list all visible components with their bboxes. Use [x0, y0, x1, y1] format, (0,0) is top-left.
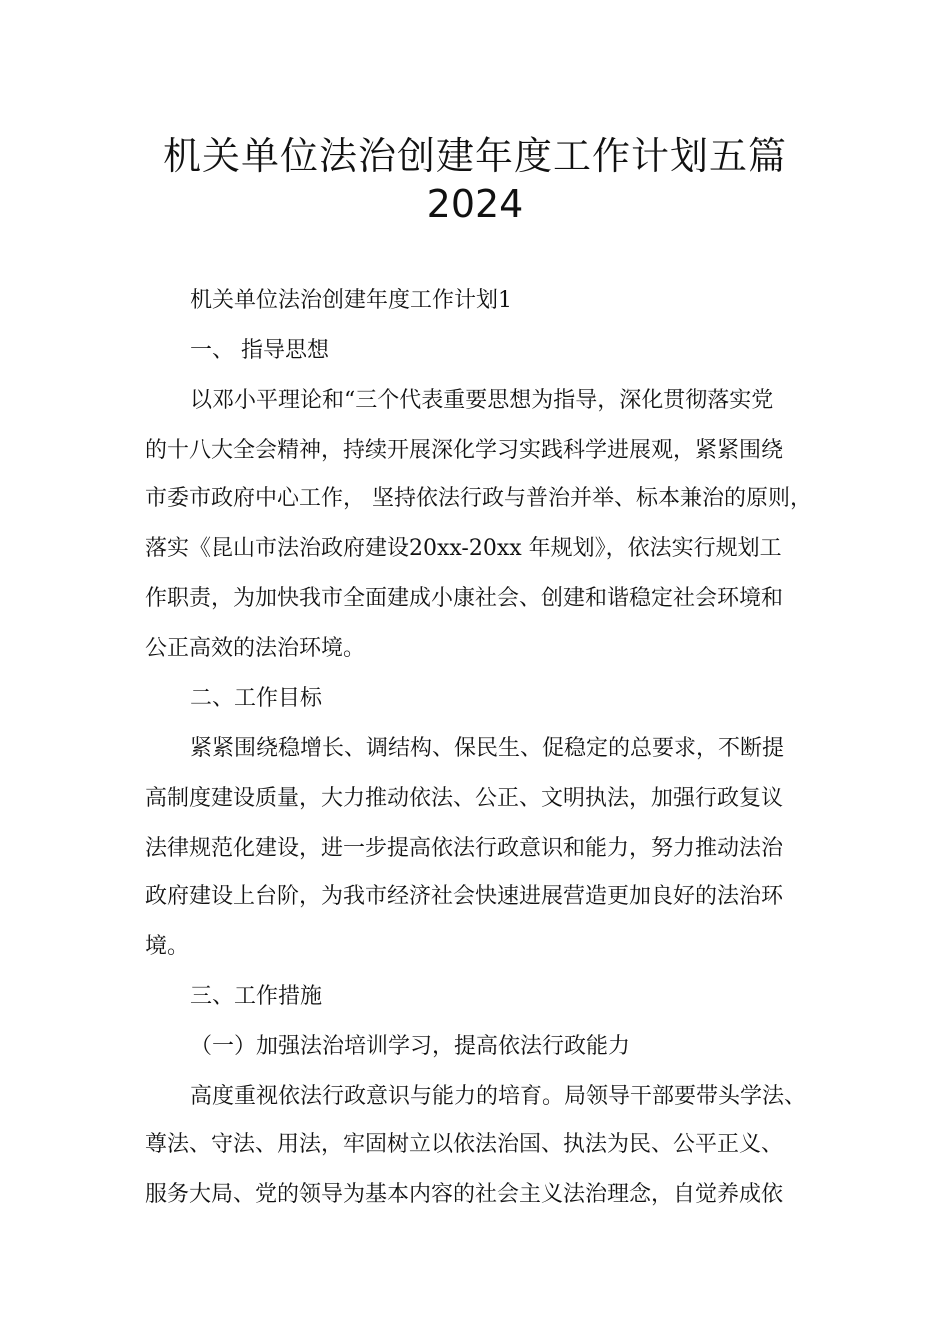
section-heading: 机关单位法治创建年度工作计划1	[190, 288, 512, 313]
section-heading: 三、工作措施	[190, 984, 323, 1009]
paragraph-line: 境。	[145, 934, 190, 959]
document-title: 机关单位法治创建年度工作计划五篇	[162, 134, 787, 178]
document-title-year: 2024	[426, 182, 524, 226]
section-heading: 一、 指导思想	[190, 338, 329, 363]
paragraph-line: 公正高效的法治环境。	[145, 636, 366, 661]
paragraph-line: 法律规范化建设，进一步提高依法行政意识和能力，努力推动法治	[145, 836, 784, 861]
subsection-heading: （一）加强法治培训学习，提高依法行政能力	[190, 1034, 631, 1059]
paragraph-line: 尊法、守法、用法，牢固树立以依法治国、执法为民、公平正义、	[145, 1132, 784, 1157]
paragraph-line: 政府建设上台阶，为我市经济社会快速进展营造更加良好的法治环	[145, 884, 784, 909]
paragraph-line: 落实《昆山市法治政府建设20xx-20xx 年规划》，依法实行规划工	[145, 536, 782, 561]
paragraph-line: 以邓小平理论和“三个代表重要思想为指导，深化贯彻落实党	[190, 388, 774, 413]
paragraph-line: 作职责，为加快我市全面建成小康社会、创建和谐稳定社会环境和	[145, 586, 784, 611]
paragraph-line: 高度重视依法行政意识与能力的培育。局领导干部要带头学法、	[190, 1084, 807, 1109]
section-heading: 二、工作目标	[190, 686, 323, 711]
paragraph-line: 市委市政府中心工作， 坚持依法行政与普治并举、标本兼治的原则，	[145, 486, 812, 511]
paragraph-line: 高制度建设质量，大力推动依法、公正、文明执法，加强行政复议	[145, 786, 784, 811]
paragraph-line: 的十八大全会精神，持续开展深化学习实践科学进展观，紧紧围绕	[145, 438, 784, 463]
paragraph-line: 紧紧围绕稳增长、调结构、保民生、促稳定的总要求，不断提	[190, 736, 785, 761]
paragraph-line: 服务大局、党的领导为基本内容的社会主义法治理念，自觉养成依	[145, 1182, 784, 1207]
